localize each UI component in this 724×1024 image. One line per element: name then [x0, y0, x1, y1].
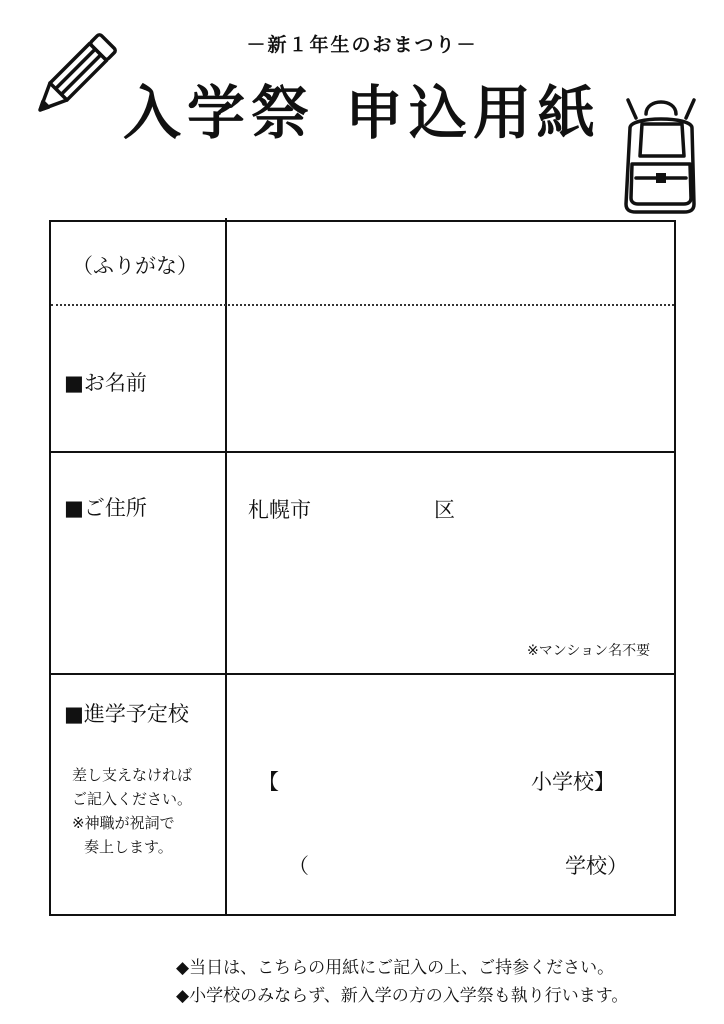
- elementary-suffix: 小学校】: [531, 770, 615, 794]
- page-subtitle: －新１年生のおまつり－: [246, 34, 478, 56]
- furigana-field[interactable]: [228, 222, 674, 302]
- address-note: ※マンション名不要: [527, 643, 651, 659]
- school-note-line: ご記入ください。: [72, 790, 193, 808]
- furigana-label: （ふりがな）: [72, 254, 198, 278]
- row-divider: [49, 673, 676, 675]
- name-label: ■お名前: [64, 371, 147, 395]
- footer-note: ◆小学校のみならず、新入学の方の入学祭も執り行います。: [176, 986, 629, 1006]
- school-label: ■進学予定校: [64, 702, 189, 726]
- backpack-icon: [612, 94, 706, 216]
- name-field[interactable]: [228, 307, 674, 449]
- other-school-suffix: 学校）: [565, 854, 628, 878]
- title-part-1: 入学祭: [122, 79, 315, 147]
- other-school-field[interactable]: [320, 844, 550, 878]
- address-city: 札幌市: [248, 498, 311, 522]
- pencil-icon: [24, 26, 124, 126]
- school-note: [72, 763, 222, 859]
- school-note-line: 奏上します。: [84, 838, 173, 856]
- school-note-line: ※神職が祝詞で: [72, 814, 175, 832]
- address-label: ■ご住所: [64, 496, 147, 520]
- title-part-2: 申込用紙: [345, 79, 602, 147]
- elementary-open-bracket: 【: [258, 770, 279, 794]
- address-field[interactable]: [228, 454, 674, 671]
- footer-note: ◆当日は、こちらの用紙にご記入の上、ご持参ください。: [176, 958, 615, 978]
- column-divider: [225, 218, 227, 916]
- address-ward: 区: [434, 498, 455, 522]
- other-open-paren: （: [288, 854, 309, 878]
- school-note-line: 差し支えなければ: [72, 766, 193, 784]
- furigana-divider: [51, 304, 674, 306]
- elementary-school-field[interactable]: [290, 760, 520, 794]
- row-divider: [49, 451, 676, 453]
